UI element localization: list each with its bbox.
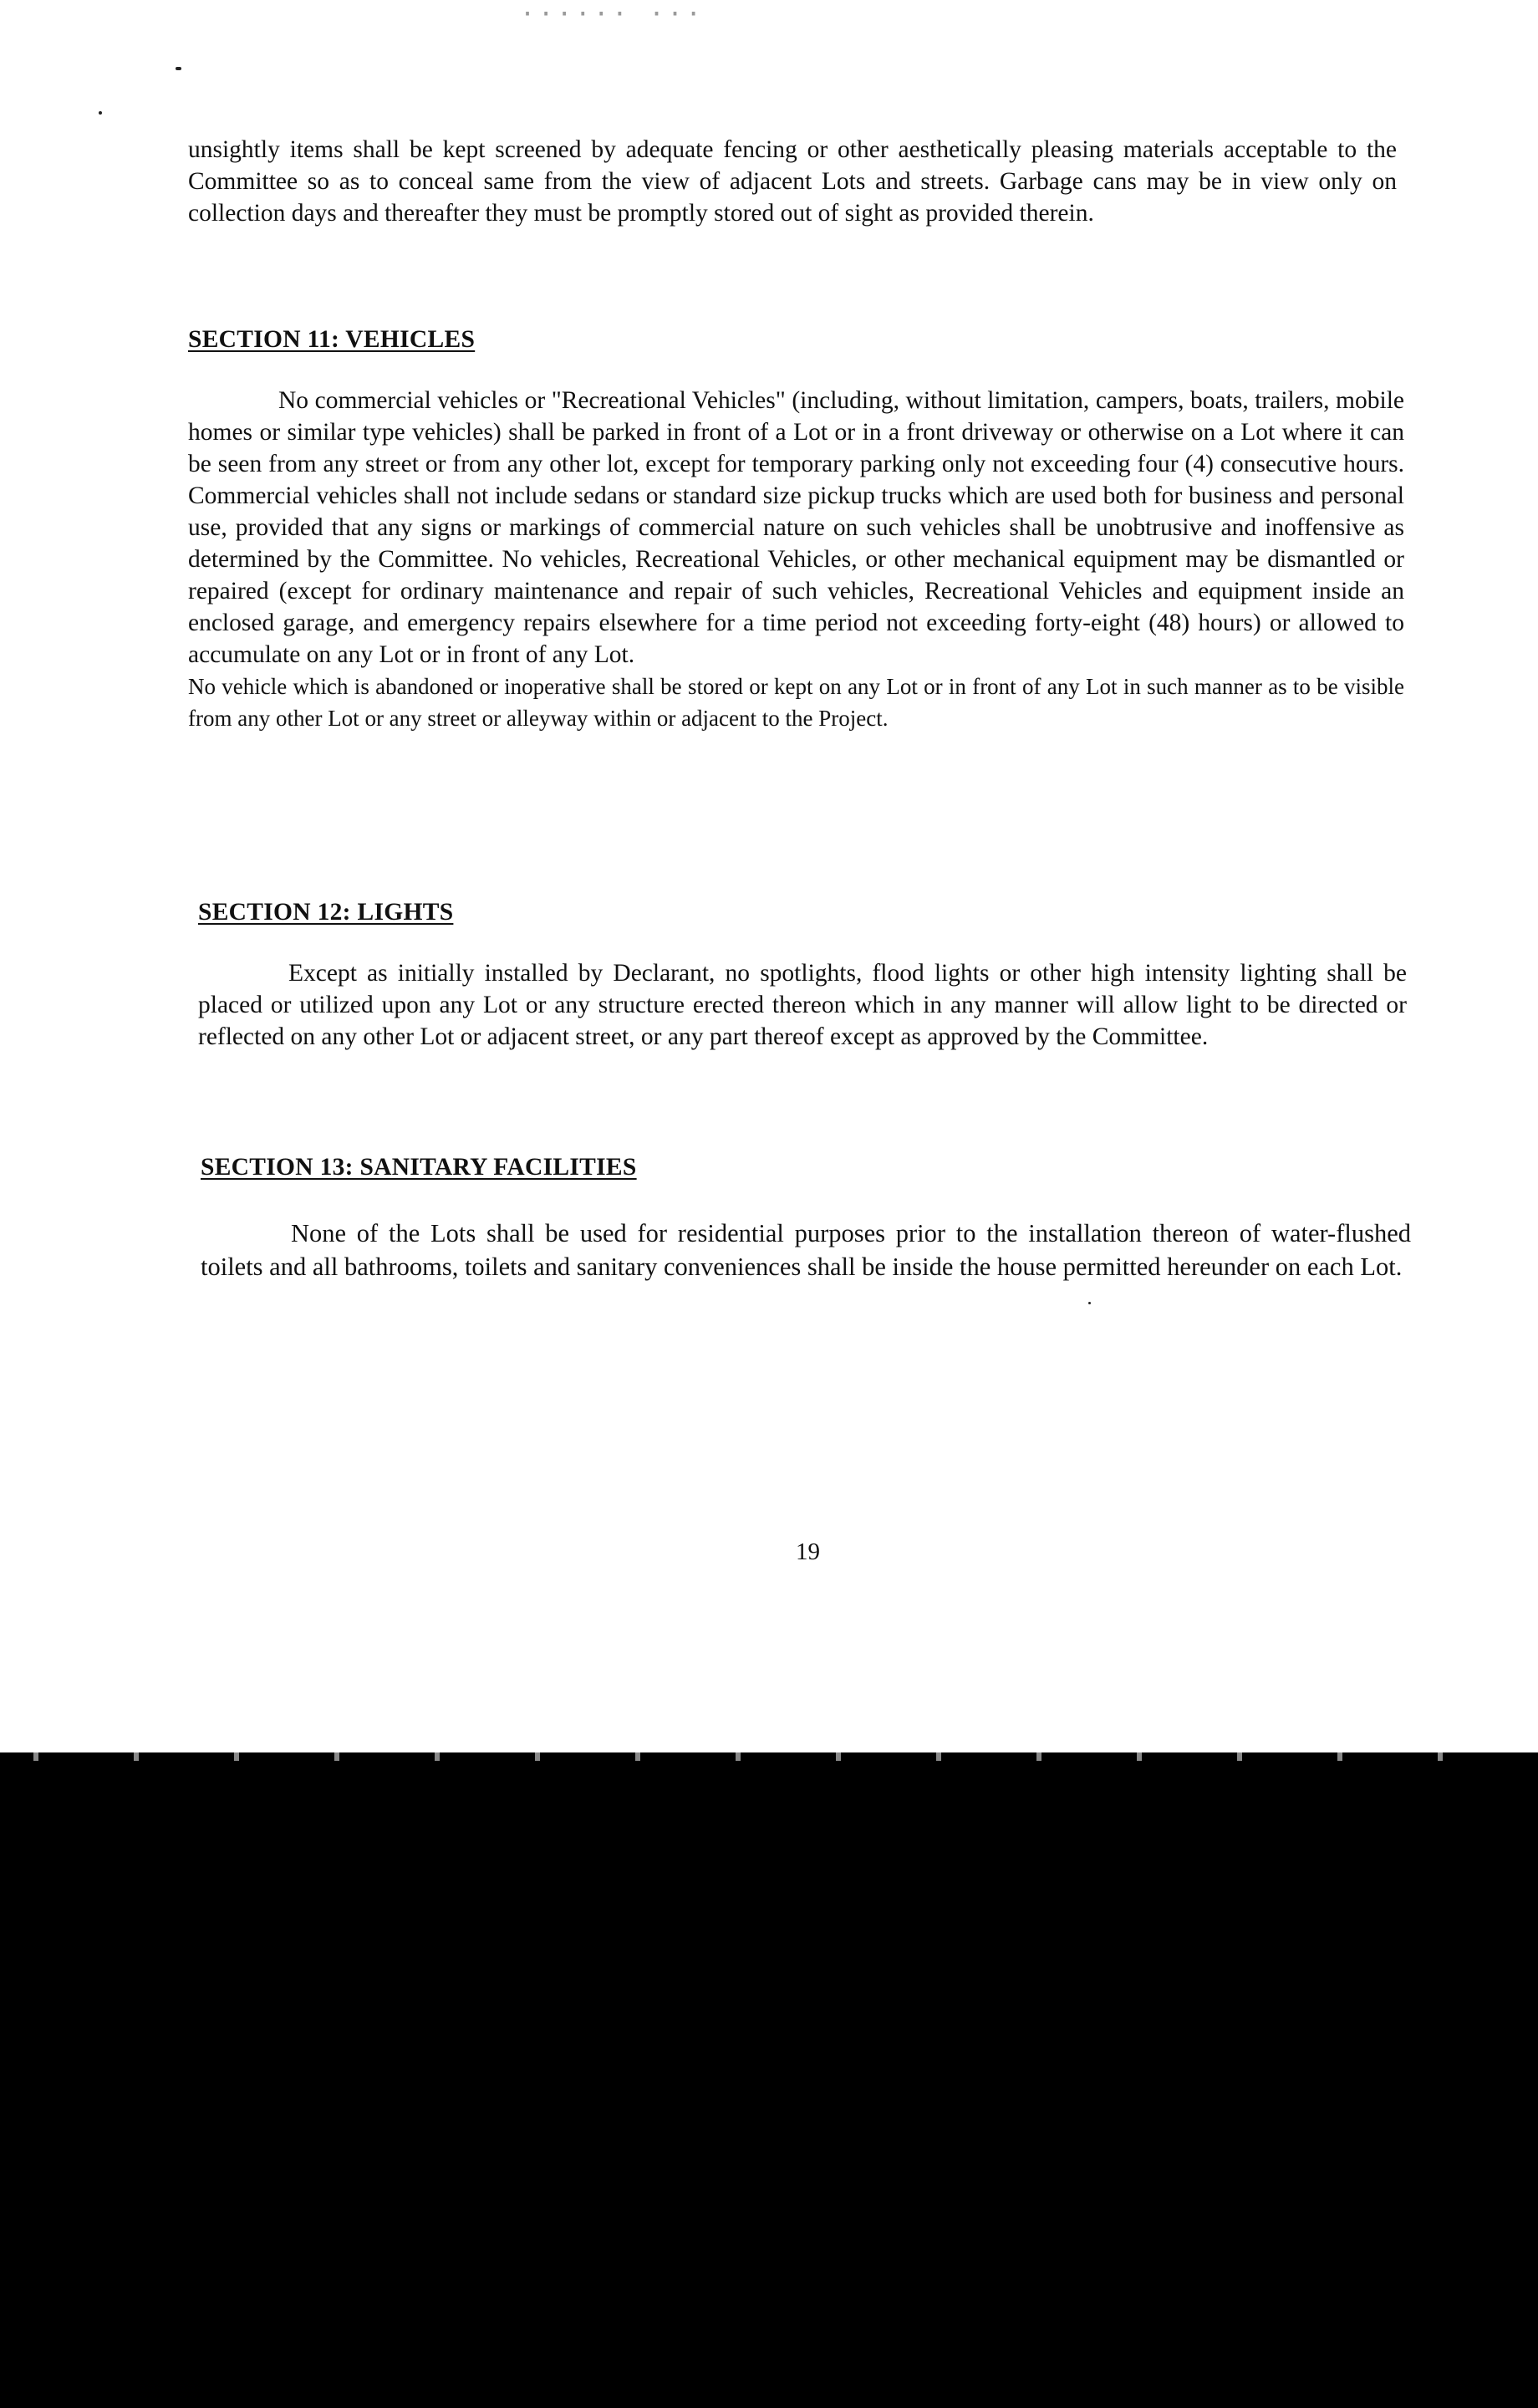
section-11-body	[188, 385, 1404, 734]
scan-speck	[176, 67, 181, 70]
scan-speck	[99, 111, 102, 115]
section-13-heading: SECTION 13: SANITARY FACILITIES	[201, 1154, 637, 1181]
section-11-paragraph-tail: No vehicle which is abandoned or inoperative shall be stored or kept on any Lot or in front of any Lot in such manner as to be visible from any other Lot or any street or alleyway within or adjacent to the Project.	[188, 674, 1404, 731]
section-11-heading: SECTION 11: VEHICLES	[188, 326, 476, 353]
section-12-heading: SECTION 12: LIGHTS	[198, 899, 454, 926]
continuation-paragraph: unsightly items shall be kept screened by adequate fencing or other aesthetically pleasing materials acceptable to the Committee so as to conceal same from the view of adjacent Lots and streets. Garbage cans may be in view only on collection days and thereafter they must be promptly stored out of sight as provided therein.	[188, 136, 1397, 227]
page-number: 19	[796, 1538, 820, 1565]
scan-speck	[1088, 1302, 1091, 1304]
section-12-paragraph: Except as initially installed by Declarant, no spotlights, flood lights or other high intensity lighting shall be placed or utilized upon any Lot or any structure erected thereon which in any manner will allow light to be directed or reflected on any other Lot or adjacent street, or any part thereof except as approved by the Committee.	[198, 960, 1407, 1050]
section-13-paragraph: None of the Lots shall be used for residential purposes prior to the installation thereon of water-flushed toilets and all bathrooms, toilets and sanitary conveniences shall be inside the house permitted hereunder on each Lot.	[201, 1219, 1411, 1281]
section-11-paragraph: No commercial vehicles or "Recreational Vehicles" (including, without limitation, campers, boats, trailers, mobile homes or similar type vehicles) shall be parked in front of a Lot or in a front driveway or otherwise on a Lot where it can be seen from any street or from any other lot, except for temporary parking only not exceeding four (4) consecutive hours. Commercial vehicles shall not include sedans or standard size pickup trucks which are used both for business and personal use, provided that any signs or markings of commercial nature on such vehicles shall be unobtrusive and inoffensive as determined by the Committee. No vehicles, Recreational Vehicles, or other mechanical equipment may be dismantled or repaired (except for ordinary maintenance and repair of such vehicles, Recreational Vehicles and equipment inside an enclosed garage, and emergency repairs elsewhere for a time period not exceeding forty-eight (48) hours) or allowed to accumulate on any Lot or in front of any Lot.	[188, 387, 1404, 668]
scan-bottom-edge	[0, 1752, 1538, 1761]
scan-header-mark: ······ ···	[502, 0, 705, 29]
